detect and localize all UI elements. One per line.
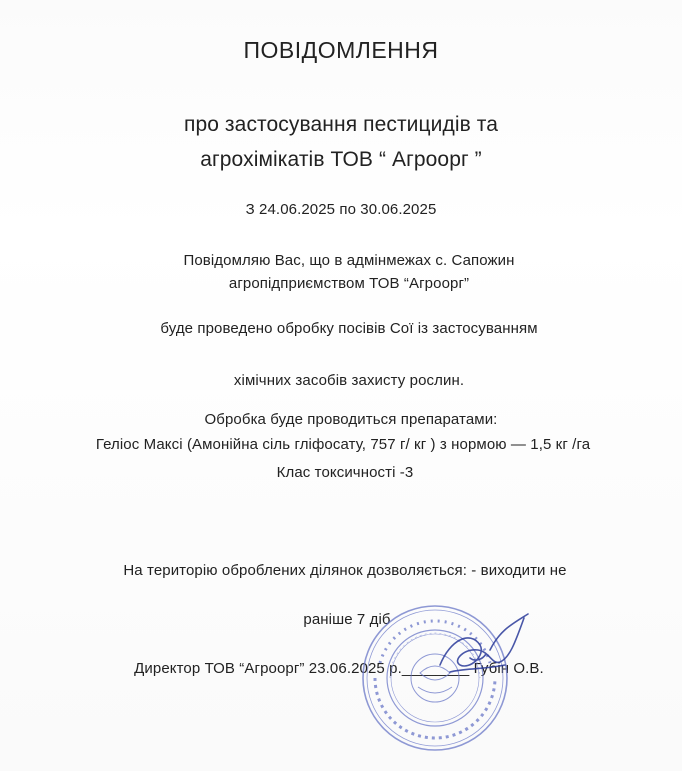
preparations-intro: Обробка буде проводиться препаратами: [204,411,498,428]
notice-line-3: буде проведено обробку посівів Сої із застосуванням [160,320,538,337]
notice-line-1: Повідомляю Вас, що в адмінмежах с. Сапожин [183,252,515,269]
document-subtitle-line2: агрохімікатів ТОВ “ Агроорг ” [200,148,482,171]
territory-line-2: раніше 7 діб [303,611,391,628]
document-title: ПОВІДОМЛЕННЯ [243,37,439,63]
preparation-detail: Геліос Максі (Амонійна сіль гліфосату, 757 г/ кг ) з нормою — 1,5 кг /га [95,436,591,453]
notice-line-2: агропідприємством ТОВ “Агроорг” [228,275,470,292]
date-range: З 24.06.2025 по 30.06.2025 [245,201,437,218]
signature-icon [420,610,540,690]
signature-line: Директор ТОВ “Агроорг” 23.06.2025 р.________ Губін О.В. [134,660,544,677]
territory-line-1: На територію оброблених ділянок дозволяється: - виходити не [123,562,567,579]
document-subtitle-line1: про застосування пестицидів та [183,113,499,136]
toxicity-class: Клас токсичності -3 [276,464,414,481]
notice-line-4: хімічних засобів захисту рослин. [233,372,465,389]
